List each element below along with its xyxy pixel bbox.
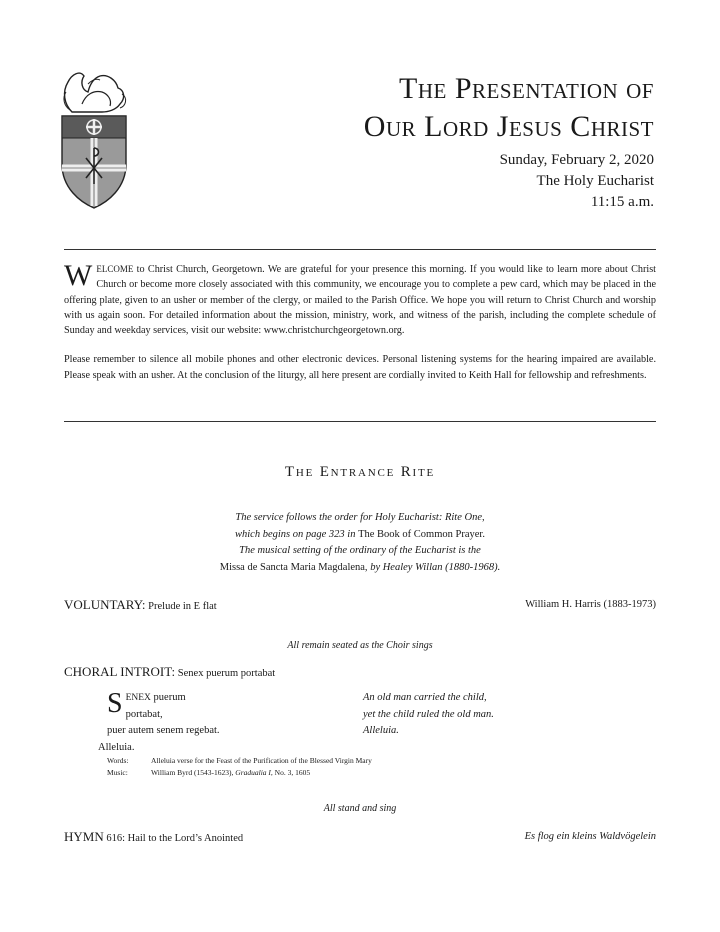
latin-first-word: ENEX (125, 693, 151, 703)
welcome-paragraph-1-text: to Christ Church, Georgetown. We are grateful for your presence this morning. If you would like to learn more about Christ Church or become more closely associated with this community, we encourage you to complete a pew card, which may be placed in the offering plate, given to an usher or member of the clergy, or mailed to the Parish Office. We hope you will return to Christ Church and worship with us again soon. For detailed information about the mission, ministry, work, and witness of the parish, including the complete schedule of Sunday and weekday services, visit our website: www.christchurchgeorgetown.org. (64, 264, 656, 337)
service-date: Sunday, February 2, 2020 (499, 152, 654, 168)
section-heading-entrance-rite: The Entrance Rite (284, 464, 436, 480)
introit-credits (107, 755, 372, 779)
parish-crest-icon (58, 64, 130, 210)
note-line-3: The musical setting of the ordinary of the Eucharist is the (239, 545, 481, 556)
welcome-dropcap: W (64, 259, 93, 292)
hymn-label: HYMN (64, 829, 104, 844)
latin-line-2: puer autem senem regebat. (107, 725, 220, 736)
credit-music-label: Music: (107, 768, 128, 777)
voluntary-label: VOLUNTARY: (64, 597, 146, 612)
english-line-3: Alleluia. (363, 725, 399, 736)
english-line-2: yet the child ruled the old man. (363, 708, 494, 720)
voluntary-heading (64, 597, 217, 613)
introit-label: CHORAL INTROIT: (64, 664, 176, 679)
introit-latin (98, 688, 220, 756)
note-line-2-book: The Book of Common Prayer. (358, 528, 485, 540)
rubric-seated: All remain seated as the Choir sings (287, 640, 433, 651)
credit-music-text-c: , No. 3, 1605 (270, 768, 311, 777)
introit-heading (64, 664, 275, 680)
welcome-paragraph-1 (64, 259, 656, 338)
voluntary-composer: William H. Harris (1883-1973) (525, 599, 656, 610)
note-line-4-mass: Missa de Sancta Maria Magdalena, (219, 561, 371, 573)
hymn-tune: Es flog ein kleins Waldvögelein (524, 831, 656, 842)
welcome-section (64, 259, 656, 397)
note-line-4 (0, 560, 720, 577)
divider-bottom (64, 421, 656, 422)
credit-words-label: Words: (107, 756, 129, 765)
service-time: 11:15 a.m. (590, 194, 654, 210)
welcome-first-word: ELCOME (96, 264, 134, 274)
title-line-2: Our Lord Jesus Christ (363, 110, 654, 143)
rubric-stand: All stand and sing (323, 803, 397, 814)
hymn-title: 616: Hail to the Lord’s Anointed (103, 833, 244, 844)
note-line-2 (0, 527, 720, 544)
credit-words-text: Alleluia verse for the Feast of the Purification of the Blessed Virgin Mary (151, 756, 372, 765)
note-line-2-italic: which begins on page 323 in (235, 528, 359, 540)
service-name: The Holy Eucharist (536, 173, 654, 189)
latin-dropcap: S (107, 688, 123, 719)
hymn-heading (64, 829, 243, 845)
welcome-paragraph-2: Please remember to silence all mobile phones and other electronic devices. Personal listening systems for the hearing impaired are available. Please speak with an usher. At the conclusion of the liturgy, all here present are cordially invited to Keith Hall for fellowship and refreshments. (64, 354, 656, 381)
title-line-1: The Presentation of (399, 72, 654, 105)
latin-line-1 (107, 690, 220, 723)
credit-music (107, 767, 372, 779)
note-line-4-composer: by Healey Willan (1880-1968). (370, 561, 501, 573)
introit-english (363, 690, 494, 740)
note-line-1: The service follows the order for Holy Eucharist: Rite One, (235, 512, 485, 523)
latin-line-3: Alleluia. (98, 741, 135, 753)
latin-line-1-rest: puerum portabat, (125, 692, 186, 720)
credit-music-text-b: Gradualia I (235, 768, 271, 777)
service-title (364, 70, 654, 146)
credit-words (107, 755, 372, 767)
english-line-1: An old man carried the child, (363, 692, 487, 703)
credit-music-text-a: William Byrd (1543-1623), (151, 768, 236, 777)
entrance-rite-note (0, 510, 720, 576)
introit-title: Senex puerum portabat (175, 668, 276, 679)
voluntary-title: Prelude in E flat (145, 601, 217, 612)
service-meta (500, 150, 654, 213)
divider-top (64, 249, 656, 250)
